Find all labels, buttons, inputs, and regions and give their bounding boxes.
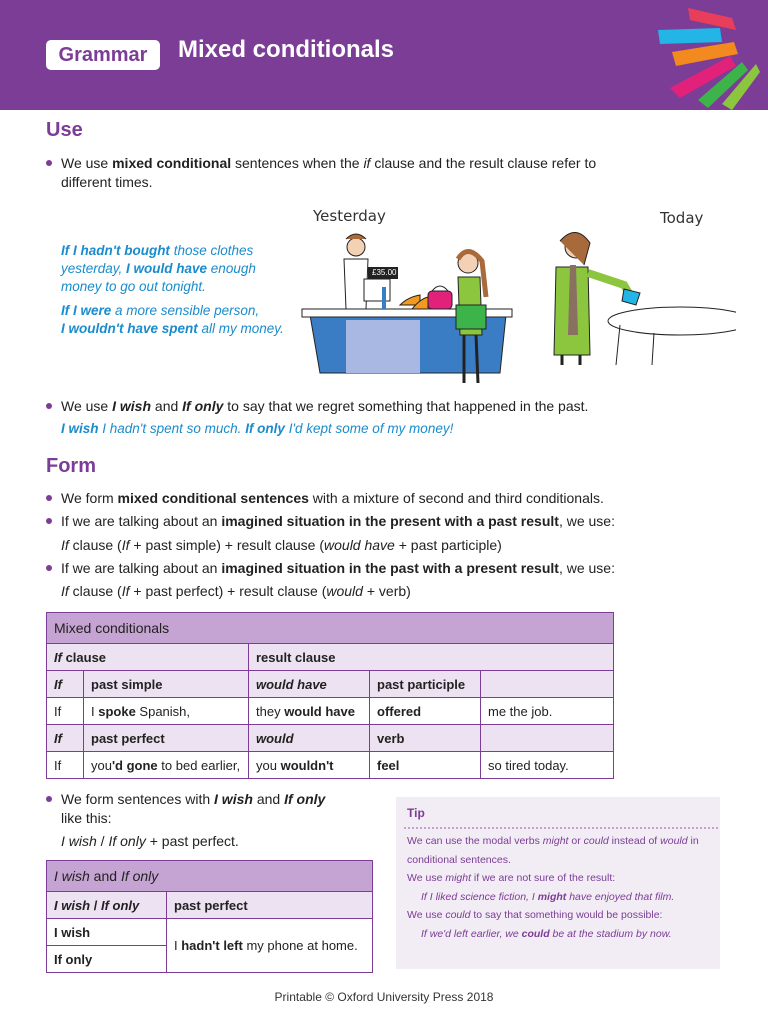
table-cell: I wish / If only xyxy=(47,892,167,919)
grammar-badge: Grammar xyxy=(46,40,160,70)
mixed-conditionals-table xyxy=(46,612,614,779)
bullet xyxy=(46,565,52,571)
bullet xyxy=(46,518,52,524)
tip-text: We can use the modal verbs might or could instead of would in conditional sentences. We use might if we are not sure of the result: If I liked science fiction, I might have enjoyed that film. We use could to say that something would be possible: If we'd left earlier, we could be at the stadium by now. xyxy=(407,835,699,940)
table-cell: I spoke Spanish, xyxy=(84,698,249,725)
table-title-row xyxy=(47,613,614,644)
table-cell: you'd gone to bed earlier, xyxy=(84,752,249,779)
table-cell: feel xyxy=(370,752,481,779)
table-row xyxy=(47,752,614,779)
table-cell: I hadn't left my phone at home. xyxy=(167,919,373,973)
table-cell: past simple xyxy=(84,671,249,698)
table-cell: you wouldn't xyxy=(249,752,370,779)
use-bullet-1: We use mixed conditional sentences when the if clause and the result clause refer to different times. xyxy=(61,155,597,190)
tip-box xyxy=(396,797,720,969)
form-bullet-3: If we are talking about an imagined situation in the past with a present result, we use: xyxy=(61,560,615,576)
table-cell: past participle xyxy=(370,671,481,698)
form-rule-1: If clause (If + past simple) + result clause (would have + past participle) xyxy=(61,537,502,553)
table-cell: me the job. xyxy=(481,698,614,725)
example-2: If I were a more sensible person, I wouldn't have spent all my money. xyxy=(61,303,284,336)
table-title-row xyxy=(47,861,373,892)
use-bullet-2: We use I wish and If only to say that we regret something that happened in the past. xyxy=(61,398,589,414)
table-cell: past perfect xyxy=(167,892,373,919)
table-title: I wish and If only xyxy=(47,861,373,892)
table-cell: offered xyxy=(370,698,481,725)
table-row xyxy=(47,671,614,698)
table-cell xyxy=(481,671,614,698)
shop-illustration xyxy=(296,225,736,390)
wish-bullet: We form sentences with I wish and If only like this: xyxy=(61,791,326,826)
table-cell: verb xyxy=(370,725,481,752)
colorful-feathers-logo xyxy=(650,0,768,110)
tip-title: Tip xyxy=(407,806,425,820)
bullet xyxy=(46,403,52,409)
footer-copyright: Printable © Oxford University Press 2018 xyxy=(274,990,494,1004)
table-row xyxy=(47,725,614,752)
wish-rule: I wish / If only + past perfect. xyxy=(61,833,239,849)
table-row xyxy=(47,698,614,725)
table-cell: would xyxy=(249,725,370,752)
table-cell: If xyxy=(47,725,84,752)
table-cell: If xyxy=(47,698,84,725)
table-title: Mixed conditionals xyxy=(47,613,614,644)
table-cell xyxy=(481,725,614,752)
form-bullet-1: We form mixed conditional sentences with a mixture of second and third conditionals. xyxy=(61,490,604,506)
wish-table xyxy=(46,860,373,973)
table-cell: If xyxy=(47,752,84,779)
form-heading: Form xyxy=(46,455,96,477)
label-today: Today xyxy=(660,209,704,227)
table-cell: I wish xyxy=(47,919,167,946)
table-header-row xyxy=(47,892,373,919)
example-3: I wish I hadn't spent so much. If only I'd kept some of my money! xyxy=(61,421,454,436)
bullet xyxy=(46,160,52,166)
use-heading: Use xyxy=(46,119,83,141)
form-rule-2: If clause (If + past perfect) + result clause (would + verb) xyxy=(61,583,411,599)
table-cell: past perfect xyxy=(84,725,249,752)
if-clause-header: If clause xyxy=(47,644,249,671)
result-clause-header: result clause xyxy=(249,644,614,671)
table-cell: If xyxy=(47,671,84,698)
table-header-row xyxy=(47,644,614,671)
page-title: Mixed conditionals xyxy=(178,36,395,63)
table-cell: they would have xyxy=(249,698,370,725)
tip-divider xyxy=(404,827,718,829)
table-row xyxy=(47,919,373,946)
example-1: If I hadn't bought those clothes yesterday, I would have enough money to go out tonight. xyxy=(61,243,256,294)
label-yesterday: Yesterday xyxy=(313,207,386,225)
table-cell: so tired today. xyxy=(481,752,614,779)
page-header xyxy=(0,0,768,110)
table-cell: would have xyxy=(249,671,370,698)
table-cell: If only xyxy=(47,946,167,973)
price-display: £35.00 xyxy=(372,268,397,277)
form-bullet-2: If we are talking about an imagined situation in the present with a past result, we use: xyxy=(61,513,615,529)
bullet xyxy=(46,796,52,802)
bullet xyxy=(46,495,52,501)
